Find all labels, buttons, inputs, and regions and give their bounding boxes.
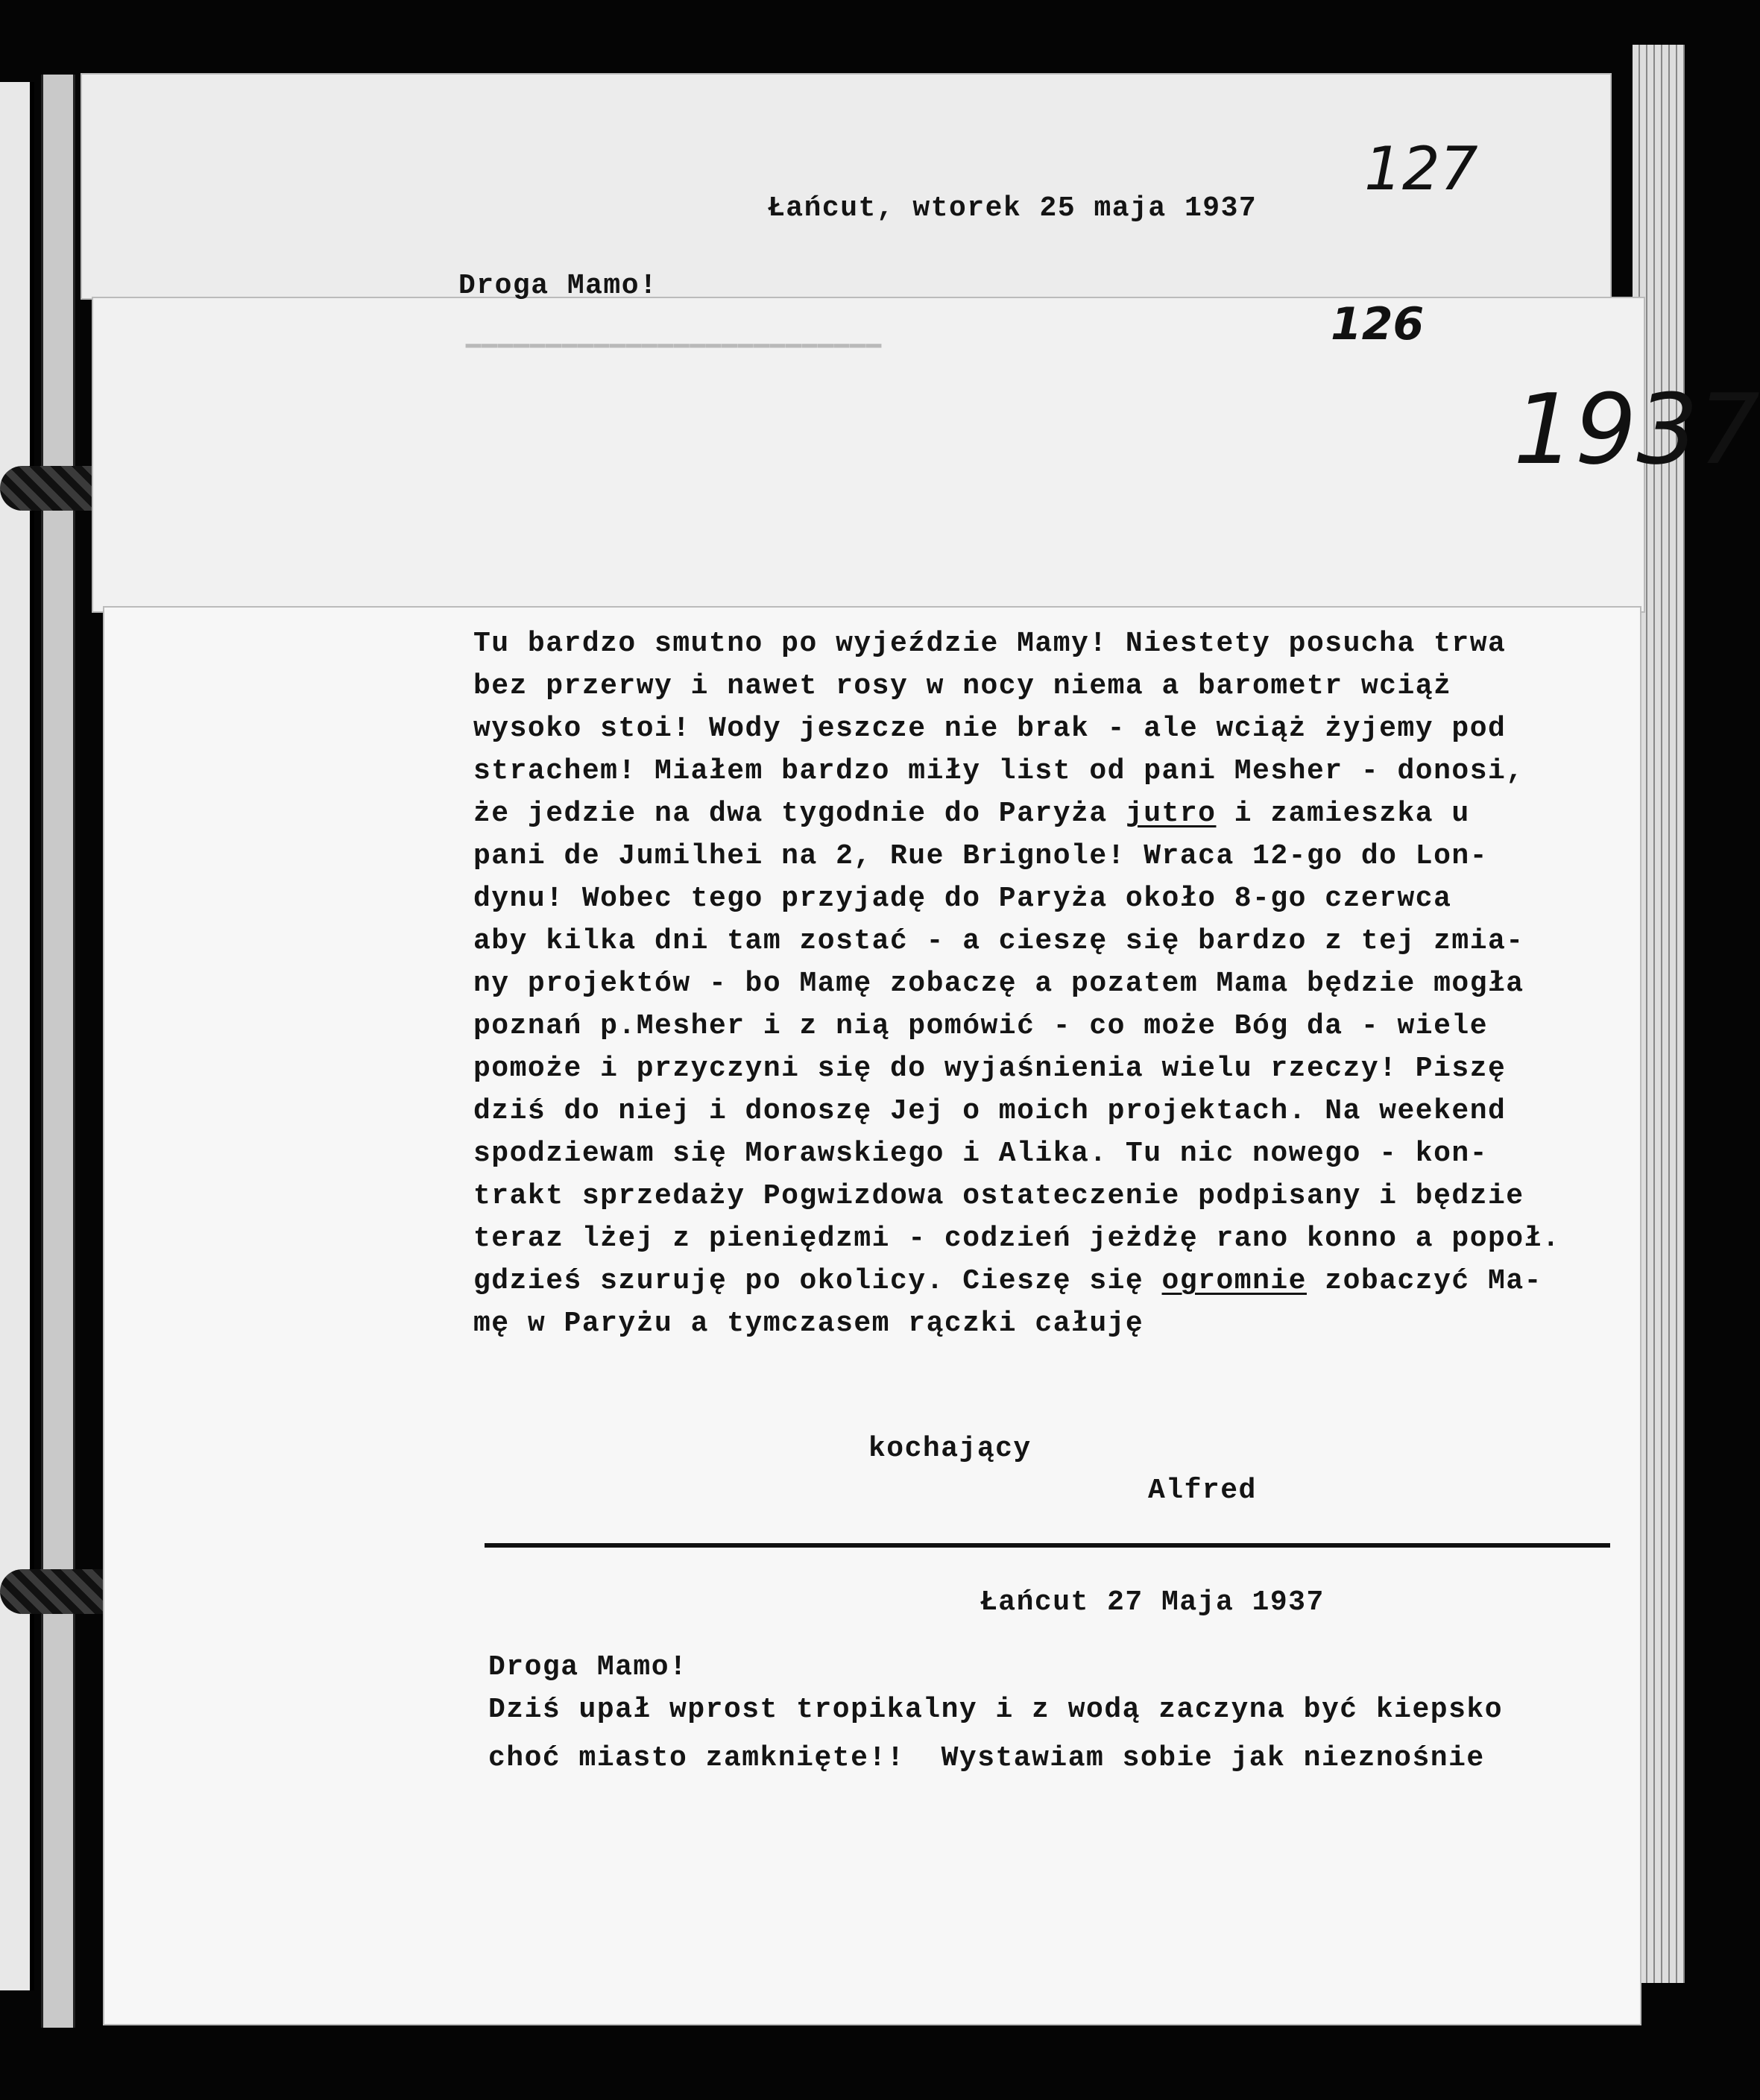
- letter1-line: wysoko stoi! Wody jeszcze nie brak - ale wciąż żyjemy pod: [473, 713, 1507, 745]
- underlined-word: ogromnie: [1161, 1265, 1307, 1297]
- letter1-line: ny projektów - bo Mamę zobaczę a pozatem Mama będzie mogła: [473, 968, 1524, 1000]
- year-annotation: 1937: [1513, 373, 1760, 486]
- letter1-line: że jedzie na dwa tygodnie do Paryża jutro i zamieszka u: [473, 798, 1470, 830]
- letter1-signature: Alfred: [1148, 1475, 1257, 1507]
- letter2-line: Dziś upał wprost tropikalny i z wodą zaczyna być kiepsko: [488, 1694, 1504, 1726]
- letter2-line: choć miasto zamknięte!! Wystawiam sobie jak nieznośnie: [488, 1742, 1485, 1774]
- letter1-line: strachem! Miałem bardzo miły list od pani Mesher - donosi,: [473, 755, 1524, 787]
- binder-left-edge: [0, 82, 34, 1990]
- letter1-line: bez przerwy i nawet rosy w nocy niema a barometr wciąż: [473, 670, 1452, 702]
- page-number-top: 127: [1364, 134, 1478, 204]
- letter1-line: gdzieś szuruję po okolicy. Cieszę się ogromnie zobaczyć Ma-: [473, 1265, 1542, 1297]
- letter1-line: dziś do niej i donoszę Jej o moich projektach. Na weekend: [473, 1095, 1507, 1127]
- letter1-line: poznań p.Mesher i z nią pomówić - co może Bóg da - wiele: [473, 1010, 1489, 1042]
- letter1-line: teraz lżej z pieniędzmi - codzień jeżdżę rano konno a popoł.: [473, 1223, 1561, 1255]
- letter1-line: aby kilka dni tam zostać - a cieszę się bardzo z tej zmia-: [473, 925, 1524, 957]
- binder-spine: [41, 75, 75, 2028]
- underlined-word: jutro: [1125, 798, 1217, 830]
- letter1-heading: Łańcut, wtorek 25 maja 1937: [768, 192, 1258, 224]
- letter1-line: Tu bardzo smutno po wyjeździe Mamy! Niestety posucha trwa: [473, 628, 1507, 660]
- letter1-line: trakt sprzedaży Pogwizdowa ostateczenie podpisany i będzie: [473, 1180, 1524, 1212]
- letter1-closing: kochający: [868, 1433, 1032, 1465]
- letter1-line: mę w Paryżu a tymczasem rączki całuję: [473, 1308, 1144, 1340]
- letter2-heading: Łańcut 27 Maja 1937: [980, 1586, 1325, 1618]
- letter1-line: spodziewam się Morawskiego i Alika. Tu nic nowego - kon-: [473, 1138, 1489, 1170]
- letter1-line: dynu! Wobec tego przyjadę do Paryża około 8-go czerwca: [473, 883, 1452, 915]
- bleed-through-text: ▁▁▁▁▁▁▁▁▁▁▁▁▁▁▁▁▁▁▁▁▁▁▁▁▁▁: [466, 321, 883, 350]
- letter-separator: [485, 1543, 1610, 1548]
- letter2-salutation: Droga Mamo!: [488, 1651, 688, 1683]
- letter1-body: [473, 622, 1560, 1345]
- page-number-middle: 126: [1331, 298, 1425, 350]
- letter1-line: pani de Jumilhei na 2, Rue Brignole! Wraca 12-go do Lon-: [473, 840, 1489, 872]
- letter1-line: pomoże i przyczyni się do wyjaśnienia wielu rzeczy! Piszę: [473, 1053, 1507, 1085]
- letter1-salutation: Droga Mamo!: [458, 270, 658, 302]
